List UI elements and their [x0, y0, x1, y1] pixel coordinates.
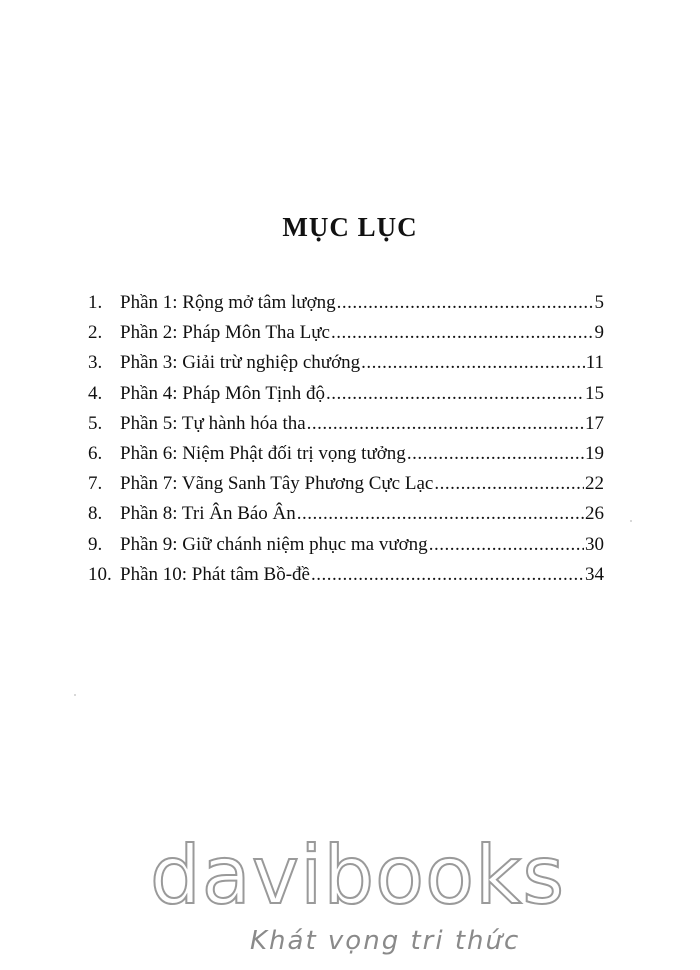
toc-number: 6.: [88, 442, 103, 464]
toc-number: 4.: [88, 382, 103, 404]
dot-leader: [337, 292, 594, 314]
toc-entry: [88, 352, 604, 382]
toc-page-number: 26: [585, 503, 604, 525]
toc-title: Phần 4: Pháp Môn Tịnh độ: [120, 382, 325, 404]
toc-page-number: 30: [585, 533, 604, 555]
toc-number: 8.: [88, 503, 103, 525]
toc-entry: [88, 503, 604, 533]
toc-entry: [88, 322, 604, 352]
toc-page-number: 19: [585, 442, 604, 464]
toc-entry: [88, 413, 604, 443]
dot-leader: [331, 322, 594, 344]
watermark-tagline: Khát vọng tri thức: [250, 926, 521, 956]
table-of-contents: [88, 292, 604, 594]
toc-title: Phần 5: Tự hành hóa tha: [120, 412, 306, 434]
dot-leader: [297, 503, 584, 525]
toc-page-number: 15: [585, 382, 604, 404]
toc-number: 7.: [88, 473, 103, 495]
page-title: MỤC LỤC: [282, 212, 418, 242]
toc-entry: [88, 383, 604, 413]
dot-leader: [429, 534, 584, 556]
toc-entry: [88, 564, 604, 594]
scan-speck: [74, 694, 76, 696]
dot-leader: [311, 564, 584, 586]
scan-speck: [630, 520, 632, 522]
watermark: [150, 829, 566, 966]
toc-title: Phần 3: Giải trừ nghiệp chướng: [120, 352, 361, 374]
toc-number: 9.: [88, 533, 103, 555]
toc-number: 1.: [88, 292, 103, 313]
toc-entry: [88, 443, 604, 473]
toc-title: Phần 1: Rộng mở tâm lượng: [120, 292, 336, 313]
toc-title: Phần 8: Tri Ân Báo Ân: [120, 503, 296, 525]
dot-leader: [307, 413, 584, 435]
toc-title: Phần 2: Pháp Môn Tha Lực: [120, 322, 330, 344]
toc-title: Phần 6: Niệm Phật đối trị vọng tưởng: [120, 442, 406, 464]
toc-entry: [88, 534, 604, 564]
dot-leader: [361, 352, 585, 374]
toc-entry: [88, 473, 604, 503]
toc-title: Phần 7: Vãng Sanh Tây Phương Cực Lạc: [120, 473, 434, 495]
toc-number: 3.: [88, 352, 103, 374]
dot-leader: [326, 383, 584, 405]
toc-page-number: 5: [594, 292, 604, 313]
toc-number: 2.: [88, 322, 103, 344]
dot-leader: [407, 443, 584, 465]
toc-number: 10.: [88, 563, 112, 585]
toc-page-number: 17: [585, 412, 604, 434]
toc-page-number: 22: [585, 473, 604, 495]
toc-entry: [88, 292, 604, 322]
toc-page-number: 9: [594, 322, 604, 344]
toc-title: Phần 10: Phát tâm Bồ-đề: [120, 563, 310, 585]
toc-page-number: 11: [585, 352, 604, 374]
toc-page-number: 34: [585, 563, 604, 585]
toc-number: 5.: [88, 412, 103, 434]
toc-title: Phần 9: Giữ chánh niệm phục ma vương: [120, 533, 428, 555]
watermark-logo: davibooks: [150, 829, 566, 922]
dot-leader: [434, 473, 584, 495]
